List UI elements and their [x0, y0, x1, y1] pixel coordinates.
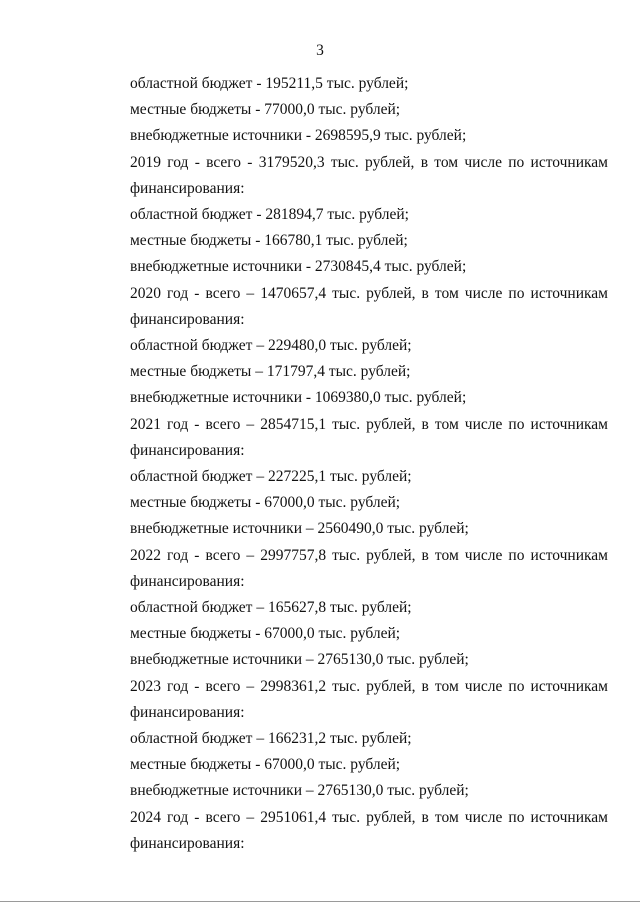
text-line: областной бюджет – 166231,2 тыс. рублей;	[130, 730, 412, 747]
text-line: внебюджетные источники – 2765130,0 тыс. рублей;	[130, 782, 469, 800]
text-line: финансирования:	[130, 310, 245, 328]
text-line: финансирования:	[130, 572, 245, 590]
text-line: внебюджетные источники - 1069380,0 тыс. рублей;	[130, 389, 467, 407]
text-line: внебюджетные источники - 2730845,4 тыс. рублей;	[130, 258, 467, 276]
text-line: местные бюджеты - 166780,1 тыс. рублей;	[130, 232, 408, 250]
text-line: 2021 год - всего – 2854715,1 тыс. рублей, в том числе по источникам	[130, 415, 608, 433]
text-line: 2023 год - всего – 2998361,2 тыс. рублей, в том числе по источникам	[130, 677, 608, 695]
text-line: внебюджетные источники – 2765130,0 тыс. рублей;	[130, 651, 469, 669]
text-line: местные бюджеты - 67000,0 тыс. рублей;	[130, 756, 401, 774]
text-line: областной бюджет - 195211,5 тыс. рублей;	[130, 75, 409, 92]
text-line: местные бюджеты – 171797,4 тыс. рублей;	[130, 363, 411, 381]
text-line: областной бюджет – 227225,1 тыс. рублей;	[130, 468, 412, 485]
text-line: местные бюджеты - 67000,0 тыс. рублей;	[130, 625, 401, 643]
page-number: 3	[316, 42, 324, 59]
text-line: 2019 год - всего - 3179520,3 тыс. рублей, в том числе по источникам	[130, 153, 608, 171]
text-line: 2022 год - всего – 2997757,8 тыс. рублей, в том числе по источникам	[130, 546, 608, 564]
text-line: областной бюджет - 281894,7 тыс. рублей;	[130, 206, 409, 223]
text-line: местные бюджеты - 77000,0 тыс. рублей;	[130, 101, 401, 119]
text-line: 2024 год - всего – 2951061,4 тыс. рублей, в том числе по источникам	[130, 808, 608, 826]
page-bottom-rule	[0, 901, 640, 902]
text-line: финансирования:	[130, 441, 245, 459]
text-line: финансирования:	[130, 834, 245, 852]
text-line: областной бюджет – 165627,8 тыс. рублей;	[130, 599, 412, 616]
text-line: внебюджетные источники – 2560490,0 тыс. рублей;	[130, 520, 469, 538]
text-line: 2020 год - всего – 1470657,4 тыс. рублей, в том числе по источникам	[130, 284, 608, 302]
text-line: местные бюджеты - 67000,0 тыс. рублей;	[130, 494, 401, 512]
text-line: финансирования:	[130, 703, 245, 721]
text-line: областной бюджет – 229480,0 тыс. рублей;	[130, 337, 412, 354]
text-line: финансирования:	[130, 179, 245, 197]
text-line: внебюджетные источники - 2698595,9 тыс. рублей;	[130, 127, 467, 145]
